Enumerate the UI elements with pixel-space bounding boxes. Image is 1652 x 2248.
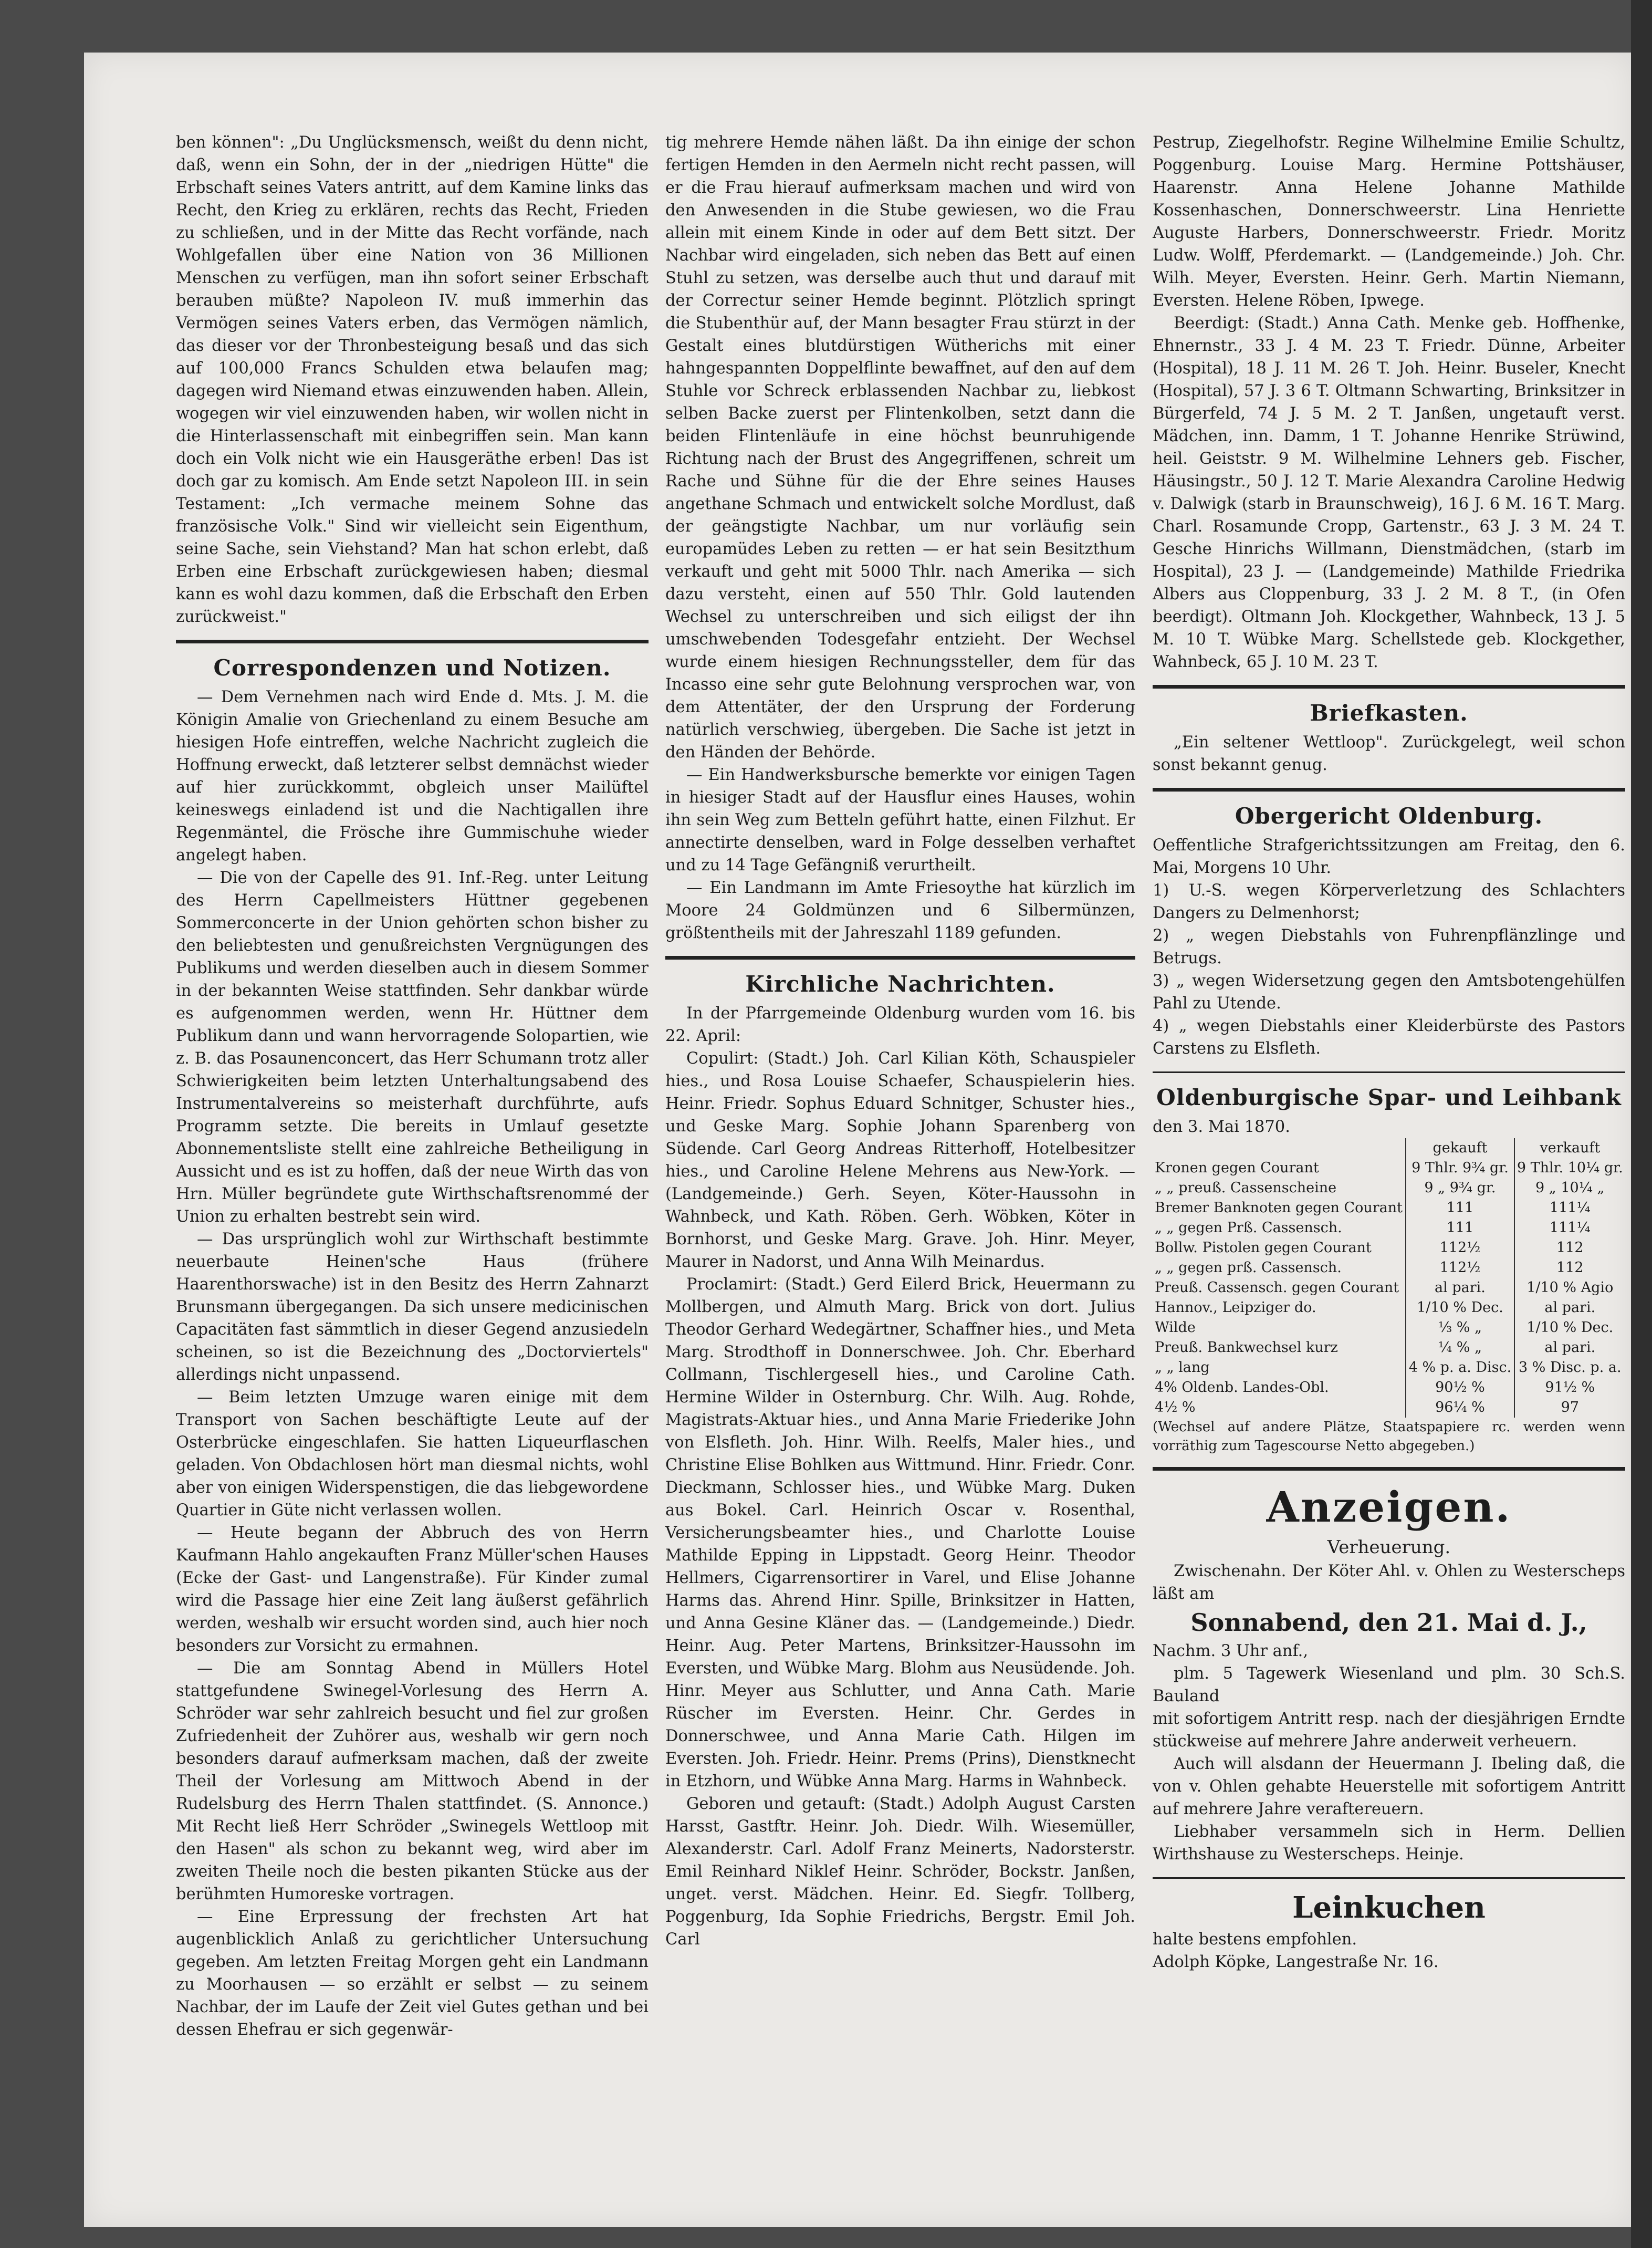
section-heading-bank: Oldenburgische Spar- und Leihbank — [1156, 1085, 1622, 1110]
table-row — [1153, 1238, 1625, 1258]
table-cell: 111¼ — [1514, 1198, 1625, 1218]
scan-edge — [1631, 0, 1652, 2248]
news-item: — Ein Landmann im Amte Friesoythe hat kürzlich im Moore 24 Goldmünzen und 6 Silbermünzen, größtentheils mit der Jahreszahl 1189 gefunden. — [665, 879, 1135, 942]
newspaper-page — [84, 53, 1633, 2227]
ad-line: mit sofortigem Antritt resp. nach der diesjährigen Erndte stückweise auf mehrere Jahre anderweit verheuern. — [1153, 1710, 1625, 1751]
church-proclamirt: Proclamirt: (Stadt.) Gerd Eilerd Brick, Heuermann zu Mollbergen, und Almuth Marg. Brick von dort. Julius Theodor Gerhard Wedegärtner, Schaffner hies., und Meta Marg. Strodthoff in Donnerschwee. Joh. Chr. Eberhard Collmann, Tischlergesell hies., und Caroline Cath. Hermine Wilder in Osternburg. Chr. Wilh. Aug. Rohde, Magistrats-Aktuar hies., und Anna Marie Friederike John von Elsfleth. Joh. Hinr. Wilh. Reelfs, Maler hies., und Christine Elise Bohlken aus Wittmund. Hinr. Friedr. Conr. Dieckmann, Schlosser hies., und Wübke Marg. Duken aus Bokel. Carl. Heinrich Oscar v. Rosenthal, Versicherungsbeamter hies., und Charlotte Louise Mathilde Epping in Lippstadt. Georg Heinr. Theodor Hellmers, Cigarrensortirer in Varel, und Elise Johanne Harms das. Ahrend Hinr. Spille, Brinksitzer in Hatten, und Anna Gesine Kläner das. — (Landgemeinde.) Diedr. Heinr. Aug. Peter Martens, Brinksitzer-Haussohn im Eversten, und Wübke Marg. Blohm aus Neusüdende. Joh. Hinr. Meyer aus Schlutter, und Anna Cath. Marie Rüscher im Eversten. Heinr. Chr. Gerdes in Donnerschwee, und Anna Marie Cath. Hilgen im Eversten. Joh. Friedr. Heinr. Prems (Prins), Dienstknecht in Etzhorn, und Wübke Anna Marg. Harms in Wahnbeck. — [665, 1275, 1135, 1791]
table-cell: 111 — [1406, 1218, 1514, 1238]
table-cell: Wilde — [1155, 1319, 1196, 1336]
table-cell: 1/10 % Dec. — [1514, 1318, 1625, 1338]
divider — [1153, 1467, 1625, 1471]
table-cell: 4½ % — [1155, 1399, 1196, 1416]
table-cell: 1/10 % Dec. — [1406, 1298, 1514, 1318]
bank-note: (Wechsel auf andere Plätze, Staatspapiere rc. werden wenn vorräthig zum Tagescourse Netto abgegeben.) — [1153, 1419, 1625, 1454]
table-row — [1153, 1158, 1625, 1178]
table-cell: Preuß. Cassensch. gegen Courant — [1155, 1279, 1399, 1296]
table-row — [1153, 1218, 1625, 1238]
exchange-rate-table — [1153, 1138, 1625, 1418]
table-cell: al pari. — [1514, 1338, 1625, 1358]
briefkasten-text: „Ein seltener Wettloop". Zurückgelegt, weil schon sonst bekannt genug. — [1153, 733, 1625, 774]
bank-date: den 3. Mai 1870. — [1153, 1118, 1290, 1136]
court-intro: Oeffentliche Strafgerichtssitzungen am Freitag, den 6. Mai, Morgens 10 Uhr. — [1153, 836, 1625, 877]
divider — [665, 956, 1135, 960]
table-cell: 9 „ 9¾ gr. — [1406, 1178, 1514, 1198]
table-row — [1153, 1338, 1625, 1358]
table-cell: 4% Oldenb. Landes-Obl. — [1155, 1379, 1329, 1396]
divider — [1153, 1877, 1625, 1879]
table-cell: ¼ % „ — [1406, 1338, 1514, 1358]
table-cell: Bremer Banknoten gegen Courant — [1155, 1200, 1403, 1216]
table-cell: al pari. — [1514, 1298, 1625, 1318]
news-item: — Beim letzten Umzuge waren einige mit dem Transport von Sachen beschäftigte Leute auf der Osterbrücke eingeschlafen. Sie hatten Liqueurflaschen geladen. Von Obdachlosen hört man diesmal nichts, wohl aber von einigen Widerspenstigen, die das liebgewordene Quartier in Güte nicht verlassen wollen. — [176, 1388, 649, 1520]
table-cell: „ „ gegen Prß. Cassensch. — [1155, 1220, 1342, 1236]
court-item: 4) „ wegen Diebstahls einer Kleiderbürste des Pastors Carstens zu Elsfleth. — [1153, 1017, 1625, 1058]
column-header: gekauft — [1406, 1138, 1514, 1158]
column-1 — [176, 131, 649, 2041]
section-heading-correspondenzen: Correspondenzen und Notizen. — [213, 655, 611, 681]
table-cell: ⅓ % „ — [1406, 1318, 1514, 1338]
column-header: verkauft — [1514, 1138, 1625, 1158]
section-heading-anzeigen: Anzeigen. — [1266, 1482, 1512, 1532]
church-intro: In der Pfarrgemeinde Oldenburg wurden vom 16. bis 22. April: — [665, 1004, 1135, 1045]
section-heading-briefkasten: Briefkasten. — [1310, 700, 1468, 726]
table-cell: 3 % Disc. p. a. — [1514, 1358, 1625, 1378]
article-continuation: ben können": „Du Unglücksmensch, weißt du denn nicht, daß, wenn ein Sohn, der in der „niedrigen Hütte" die Erbschaft seines Vaters antritt, auf dem Kamine links das Recht, den Krieg zu erklären, rechts das Recht, Frieden zu schließen, und in der Mitte das Recht vorfände, nach Wohlgefallen über eine Nation von 36 Millionen Menschen zu verfügen, man ihn sofort seiner Erbschaft berauben müßte? Napoleon IV. muß immerhin das Vermögen seines Vaters erben, das Vermögen nämlich, das dieser vor der Thronbesteigung besaß und das sich auf 100,000 Francs Schulden etwa belaufen mag; dagegen wird Niemand etwas einzuwenden haben. Allein, wogegen wir viel einzuwenden haben, wir wollen nicht in die Hinterlassenschaft mit einbegriffen sein. Man kann doch ein Volk nicht wie ein Hausgeräthe erben! Das ist doch gar zu komisch. Am Ende setzt Napoleon III. in sein Testament: „Ich vermache meinem Sohne das französische Volk." Sind wir vielleicht sein Eigenthum, seine Sache, sein Viehstand? Man hat schon erlebt, daß Erben eine Erbschaft zurückgewiesen haben; diesmal kann es wohl dazu kommen, daß die Erbschaft den Erben zurückweist." — [176, 133, 649, 626]
ad-line: Liebhaber versammeln sich in Herm. Dellien Wirthshause zu Westerscheps. Heinje. — [1153, 1823, 1625, 1864]
table-row — [1153, 1258, 1625, 1278]
church-continuation: Pestrup, Ziegelhofstr. Regine Wilhelmine Emilie Schultz, Poggenburg. Louise Marg. Hermine Pottshäuser, Haarenstr. Anna Helene Johanne Mathilde Kossenhaschen, Donnerschweerstr. Lina Henriette Auguste Harbers, Donnerschweerstr. Friedr. Moritz Ludw. Wolff, Pferdemarkt. — (Landgemeinde.) Joh. Chr. Wilh. Meyer, Eversten. Heinr. Gerh. Martin Niemann, Eversten. Helene Röben, Ipwege. — [1153, 133, 1625, 310]
ad-date: Sonnabend, den 21. Mai d. J., — [1190, 1608, 1587, 1637]
news-item: — Heute begann der Abbruch des von Herrn Kaufmann Hahlo angekauften Franz Müller'schen Hauses (Ecke der Gast- und Langenstraße). Für Kinder zumal wird die Passage hier eine Zeit lang äußerst gefährlich werden, weshalb wir ersucht worden sind, auch hier noch besonders zur Vorsicht zu ermahnen. — [176, 1524, 649, 1655]
table-cell: Preuß. Bankwechsel kurz — [1155, 1339, 1338, 1356]
table-cell: 112½ — [1406, 1258, 1514, 1278]
church-geboren: Geboren und getauft: (Stadt.) Adolph August Carsten Harsst, Gastftr. Heinr. Joh. Diedr. Wilh. Wiesemüller, Alexanderstr. Carl. Adolf Franz Meinerts, Nadorsterstr. Emil Reinhard Niklef Heinr. Schröder, Bockstr. Janßen, unget. verst. Mädchen. Heinr. Ed. Siegfr. Tollberg, Poggenburg, Ida Sophie Friedrichs, Bergstr. Emil Joh. Carl — [665, 1795, 1135, 1949]
news-item: — Ein Handwerksbursche bemerkte vor einigen Tagen in hiesiger Stadt auf der Hausflur eines Hauses, wohin ihn sein Weg zum Betteln geführt hatte, einen Filzhut. Er annectirte denselben, ward in Folge desselben verhaftet und zu 14 Tage Gefängniß verurtheilt. — [665, 766, 1135, 875]
church-beerdigt: Beerdigt: (Stadt.) Anna Cath. Menke geb. Hoffhenke, Ehnernstr., 33 J. 4 M. 23 T. Friedr. Dünne, Arbeiter (Hospital), 18 J. 11 M. 26 T. Joh. Heinr. Buseler, Knecht (Hospital), 57 J. 3 6 T. Oltmann Schwarting, Brinksitzer in Bürgerfeld, 74 J. 5 M. 2 T. Janßen, ungetauft verst. Mädchen, inn. Damm, 1 T. Johanne Henrike Strüwind, heil. Geiststr. 9 M. Wilhelmine Lehners geb. Fischer, Häusingstr., 50 J. 12 T. Marie Alexandra Caroline Hedwig v. Dalwigk (starb in Braunschweig), 16 J. 6 M. 16 T. Marg. Charl. Rosamunde Cropp, Gartenstr., 63 J. 3 M. 24 T. Gesche Hinrichs Willmann, Dienstmädchen, (starb im Hospital), 23 J. — (Landgemeinde) Mathilde Friedrika Albers aus Cloppenburg, 33 J. 2 M. 8 T., (in Ofen beerdigt). Oltmann Joh. Klockgether, Wahnbeck, 13 J. 5 M. 10 T. Wübke Marg. Schellstede geb. Klockgether, Wahnbeck, 65 J. 10 M. 23 T. — [1153, 314, 1625, 671]
ad-line: halte bestens empfohlen. — [1153, 1930, 1357, 1949]
news-item: tig mehrere Hemde nähen läßt. Da ihn einige der schon fertigen Hemden in den Aermeln nicht recht passen, will er die Frau hierauf aufmerksam machen und wird von den Anwesenden in die Stube gewiesen, wo die Frau allein mit einem Kinde in oder auf dem Bett sitzt. Der Nachbar wird eingeladen, sich neben das Bett auf einen Stuhl zu setzen, was derselbe auch thut und darauf mit der Correctur seiner Hemde beginnt. Plötzlich springt die Stubenthür auf, der Mann besagter Frau stürzt in der Gestalt eines blutdürstigen Wütherichs mit einer hahngespannten Doppelflinte bewaffnet, auf den auf dem Stuhle vor Schreck erblassenden Nachbar zu, liebkost selben Backe zuerst per Flintenkolben, setzt dann die beiden Flintenläufe in eine höchst beunruhigende Richtung nach der Brust des Angegriffenen, schreit um Rache und Sühne für die der Ehre seines Hauses angethane Schmach und entwickelt solche Mordlust, daß der geängstigte Nachbar, um nur vorläufig sein europamüdes Leben zu retten — er hat sein Besitzthum verkauft und geht mit 5000 Thlr. nach Amerika — sich dazu versteht, einen auf 550 Thlr. Gold lautenden Wechsel zu unterschreiben und sich eiligst der ihn umschwebenden Todesgefahr entzieht. Der Wechsel wurde einem hiesigen Rechnungssteller, dem für das Incasso eine sehr gute Belohnung versprochen war, von dem Attentäter, der den Ursprung der Forderung natürlich verschwieg, übergeben. Die Sache ist jetzt in den Händen der Behörde. — [665, 133, 1135, 762]
divider — [1153, 788, 1625, 792]
table-row — [1153, 1318, 1625, 1338]
table-row — [1153, 1198, 1625, 1218]
section-heading-kirchliche: Kirchliche Nachrichten. — [745, 971, 1055, 997]
column-2 — [665, 131, 1135, 1951]
ad-line: Zwischenahn. Der Köter Ahl. v. Ohlen zu Westerscheps läßt am — [1153, 1562, 1625, 1603]
table-cell: 91½ % — [1514, 1378, 1625, 1398]
table-cell: 112½ — [1406, 1238, 1514, 1258]
table-cell: Bollw. Pistolen gegen Courant — [1155, 1240, 1372, 1256]
ad-title-leinkuchen: Leinkuchen — [1292, 1890, 1486, 1925]
table-cell: 90½ % — [1406, 1378, 1514, 1398]
table-row — [1153, 1298, 1625, 1318]
divider — [1153, 685, 1625, 689]
table-cell: 112 — [1514, 1258, 1625, 1278]
court-item: 2) „ wegen Diebstahls von Fuhrenpflänzlinge und Betrugs. — [1153, 927, 1625, 967]
court-item: 3) „ wegen Widersetzung gegen den Amtsbotengehülfen Pahl zu Utende. — [1153, 972, 1625, 1013]
table-cell: 4 % p. a. Disc. — [1406, 1358, 1514, 1378]
table-row — [1153, 1178, 1625, 1198]
section-heading-obergericht: Obergericht Oldenburg. — [1235, 803, 1543, 829]
table-cell: 9 „ 10¼ „ — [1514, 1178, 1625, 1198]
table-cell: 96¼ % — [1406, 1398, 1514, 1418]
table-cell: 1/10 % Agio — [1514, 1278, 1625, 1298]
table-cell: 111¼ — [1514, 1218, 1625, 1238]
table-cell: Kronen gegen Courant — [1155, 1160, 1319, 1176]
column-3 — [1153, 131, 1625, 1973]
ad-line: Auch will alsdann der Heuermann J. Ibeling daß, die von v. Ohlen gehabte Heuerstelle mit sofortigem Antritt auf mehrere Jahre veraftereuern. — [1153, 1755, 1625, 1818]
table-cell: „ „ preuß. Cassenscheine — [1155, 1180, 1337, 1196]
table-cell: Hannov., Leipziger do. — [1155, 1299, 1316, 1316]
table-cell: al pari. — [1406, 1278, 1514, 1298]
court-item: 1) U.-S. wegen Körperverletzung des Schlachters Dangers zu Delmenhorst; — [1153, 881, 1625, 922]
table-header-row — [1153, 1138, 1625, 1158]
table-row — [1153, 1278, 1625, 1298]
news-item: — Dem Vernehmen nach wird Ende d. Mts. J. M. die Königin Amalie von Griechenland zu einem Besuche am hiesigen Hofe eintreffen, welche Nachricht zugleich die Hoffnung erweckt, daß letzterer selbst demnächst wieder auf hier zurückkommt, obgleich unser Mailüftel keineswegs einladend ist und die Nachtigallen ihre Regenmäntel, die Frösche ihre Gummischuhe wieder angelegt haben. — [176, 688, 649, 865]
table-row — [1153, 1358, 1625, 1378]
ad-line: Nachm. 3 Uhr anf., — [1153, 1642, 1309, 1660]
news-item: — Eine Erpressung der frechsten Art hat augenblicklich Anlaß zu gerichtlicher Untersuchung gegeben. Am letzten Freitag Morgen geht ein Landmann zu Moorhausen — so erzählt er selbst — zu seinem Nachbar, der im Laufe der Zeit viel Gutes gethan und bei dessen Ehefrau er sich gegenwär- — [176, 1908, 649, 2039]
news-item: — Die von der Capelle des 91. Inf.-Reg. unter Leitung des Herrn Capellmeisters Hüttner gegebenen Sommerconcerte in der Union gehörten schon bisher zu den beliebtesten und genußreichsten Vergnügungen des Publikums und werden dieselben auch in diesem Sommer in der bekannten Weise stattfinden. Sehr dankbar würde es aufgenommen werden, wenn Hr. Hüttner dem Publikum dann und wann hervorragende Solopartien, wie z. B. das Posaunenconcert, das Herr Schumann trotz aller Schwierigkeiten beim letzten Unterhaltungsabend des Instrumentalvereins so meisterhaft durchführte, aufs Programm setzte. Die bereits in Umlauf gesetzte Abonnementsliste stellt eine zahlreiche Betheiligung in Aussicht und es ist zu hoffen, daß der neue Wirth das von Hrn. Müller begründete gute Wirthschaftsrenommé der Union zu erhalten bestrebt sein wird. — [176, 869, 649, 1226]
table-cell: 97 — [1514, 1398, 1625, 1418]
table-row — [1153, 1378, 1625, 1398]
table-cell: 9 Thlr. 10¼ gr. — [1514, 1158, 1625, 1178]
news-item: — Das ursprünglich wohl zur Wirthschaft bestimmte neuerbaute Heinen'sche Haus (frühere Haarenthorswache) ist in den Besitz des Herrn Zahnarzt Brunsmann übergegangen. Da sich unsere medicinischen Capacitäten fast sämmtlich in dieser Gegend anzusiedeln scheinen, so ist die Bezeichnung des „Doctorviertels" allerdings nicht unpassend. — [176, 1230, 649, 1384]
table-row — [1153, 1398, 1625, 1418]
table-cell: 9 Thlr. 9¾ gr. — [1406, 1158, 1514, 1178]
table-cell: „ „ lang — [1155, 1359, 1210, 1376]
table-cell: „ „ gegen prß. Cassensch. — [1155, 1260, 1342, 1276]
news-item: — Die am Sonntag Abend in Müllers Hotel stattgefundene Swinegel-Vorlesung des Herrn A. Schröder war sehr zahlreich besucht und fiel zur großen Zufriedenheit der Zuhörer aus, weshalb wir gern noch besonders darauf aufmerksam machen, daß der zweite Theil der Vorlesung am Mittwoch Abend in der Rudelsburg des Herrn Thalen stattfindet. (S. Annonce.) Mit Recht ließ Herr Schröder „Swinegels Wettloop mit den Hasen" als schon zu bekannt weg, wird aber im zweiten Theile noch die besten pikanten Stücke aus der berühmten Humoreske vortragen. — [176, 1659, 649, 1903]
table-cell: 111 — [1406, 1198, 1514, 1218]
divider — [176, 640, 649, 643]
ad-line: plm. 5 Tagewerk Wiesenland und plm. 30 Sch.S. Bauland — [1153, 1664, 1625, 1705]
divider — [1153, 1071, 1625, 1073]
table-cell: 112 — [1514, 1238, 1625, 1258]
ad-title: Verheuerung. — [1327, 1537, 1451, 1558]
church-copulirt: Copulirt: (Stadt.) Joh. Carl Kilian Köth, Schauspieler hies., und Rosa Louise Schaefer, Schauspielerin hies. Heinr. Friedr. Sophus Eduard Schnitger, Schuster hies., und Geske Marg. Sophie Johann Sparenberg von Südende. Carl Georg Andreas Ritterhoff, Hotelbesitzer hies., und Caroline Helene Mehrens aus New-York. — (Landgemeinde.) Gerh. Seyen, Köter-Haussohn in Wahnbeck, und Kath. Röben. Gerh. Wöbken, Köter in Bornhorst, und Geske Marg. Grave. Joh. Hinr. Meyer, Maurer in Nadorst, und Anna Wilh Meinardus. — [665, 1049, 1135, 1271]
ad-signature: Adolph Köpke, Langestraße Nr. 16. — [1153, 1953, 1439, 1971]
